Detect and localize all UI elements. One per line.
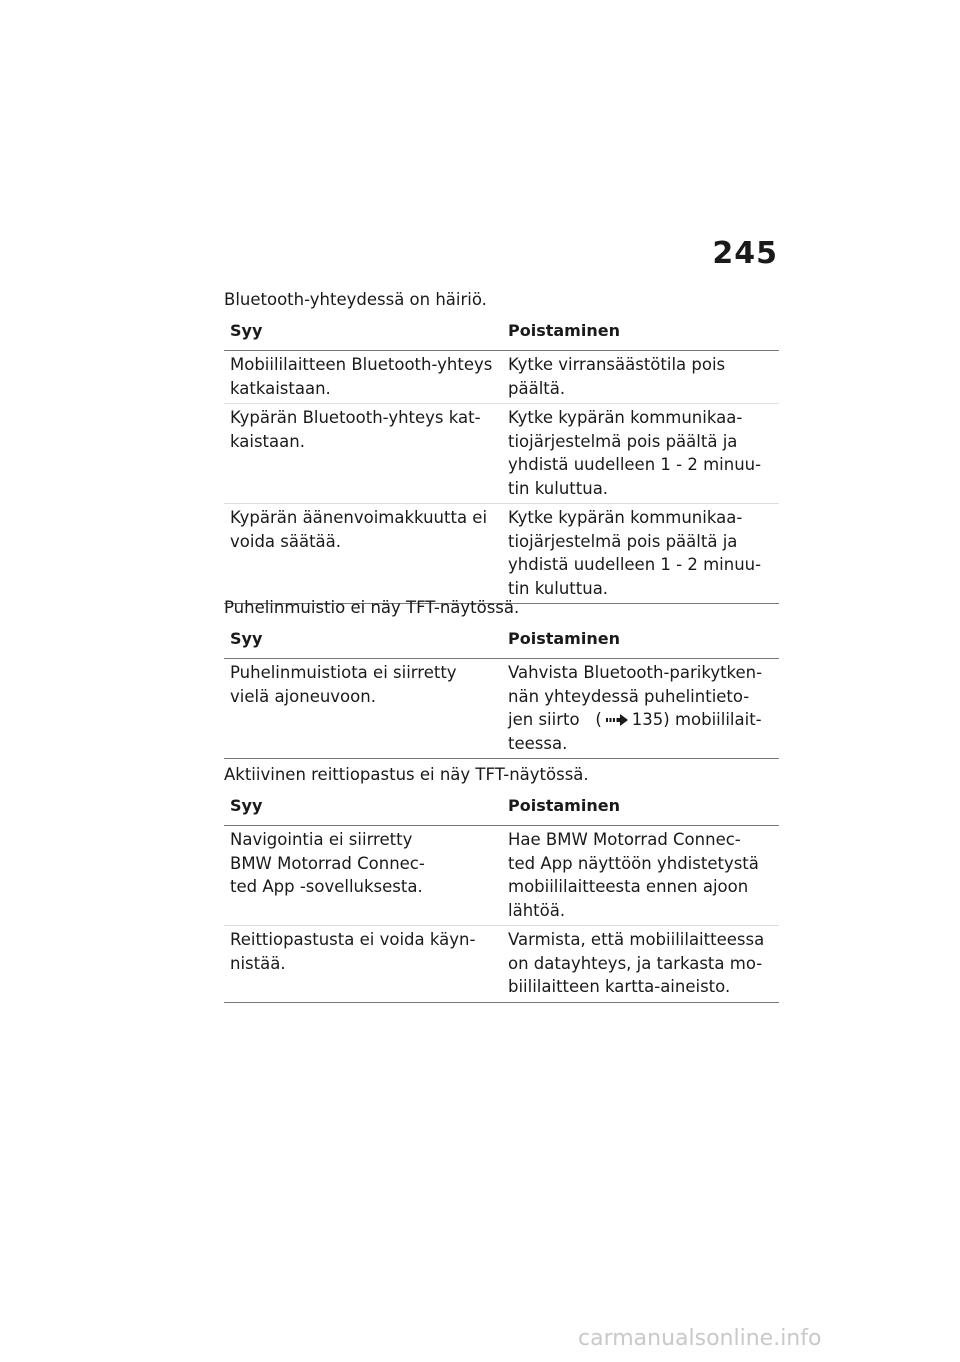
table-row bbox=[224, 926, 779, 1003]
text-line: Varmista, että mobiililaitteessa bbox=[508, 930, 765, 949]
text-line: Vahvista Bluetooth-parikytken- bbox=[508, 663, 763, 682]
fault-table bbox=[224, 791, 779, 1003]
remedy-cell bbox=[502, 504, 779, 604]
text-line: Puhelinmuistiota ei siirretty bbox=[230, 663, 457, 682]
remedy-cell bbox=[502, 926, 779, 1003]
text-line: Reittiopastusta ei voida käyn- bbox=[230, 930, 476, 949]
text-line: nän yhteydessä puhelintieto- bbox=[508, 686, 750, 706]
cause-cell bbox=[224, 659, 502, 759]
cause-cell bbox=[224, 404, 502, 504]
text-line: päältä. bbox=[508, 378, 566, 398]
column-header-remedy: Poistaminen bbox=[502, 624, 779, 659]
text-fragment: mobiililait- bbox=[674, 710, 762, 729]
text-fragment: ( bbox=[595, 710, 602, 729]
text-line: on datayhteys, ja tarkasta mo- bbox=[508, 953, 763, 973]
fault-table bbox=[224, 316, 779, 604]
text-line: katkaistaan. bbox=[230, 378, 331, 398]
fault-table bbox=[224, 624, 779, 759]
text-line: voida säätää. bbox=[230, 531, 342, 551]
cause-cell bbox=[224, 351, 502, 404]
table-header-row bbox=[224, 624, 779, 659]
remedy-cell bbox=[502, 351, 779, 404]
section-title: Bluetooth-yhteydessä on häiriö. bbox=[224, 290, 487, 309]
table-row bbox=[224, 504, 779, 604]
column-header-remedy: Poistaminen bbox=[502, 316, 779, 351]
text-line: Kytke kypärän kommunikaa- bbox=[508, 408, 743, 427]
remedy-cell bbox=[502, 659, 779, 759]
text-line: nistää. bbox=[230, 953, 286, 973]
text-line: teessa. bbox=[508, 733, 568, 753]
section-title: Aktiivinen reittiopastus ei näy TFT-näytössä. bbox=[224, 765, 589, 784]
cause-cell bbox=[224, 504, 502, 604]
text-line: Mobiililaitteen Bluetooth-yhteys bbox=[230, 355, 493, 374]
column-header-cause: Syy bbox=[224, 791, 502, 826]
text-line: Kypärän äänenvoimakkuutta ei bbox=[230, 508, 488, 527]
column-header-remedy: Poistaminen bbox=[502, 791, 779, 826]
text-line: Kytke kypärän kommunikaa- bbox=[508, 508, 743, 527]
table-row bbox=[224, 351, 779, 404]
text-line: tiojärjestelmä pois päältä ja bbox=[508, 531, 738, 551]
table-row bbox=[224, 826, 779, 926]
table-row bbox=[224, 659, 779, 759]
text-line: ted App näyttöön yhdistetystä bbox=[508, 853, 759, 873]
text-line-with-reference bbox=[508, 708, 773, 732]
text-line: Kypärän Bluetooth-yhteys kat- bbox=[230, 408, 481, 427]
cause-cell bbox=[224, 926, 502, 1003]
text-fragment: jen siirto bbox=[508, 710, 580, 729]
text-line: Navigointia ei siirretty bbox=[230, 830, 413, 849]
text-line: lähtöä. bbox=[508, 900, 566, 920]
table-header-row bbox=[224, 316, 779, 351]
text-line: tin kuluttua. bbox=[508, 478, 609, 498]
text-line: BMW Motorrad Connec- bbox=[230, 853, 425, 873]
text-line: mobiililaitteesta ennen ajoon bbox=[508, 877, 749, 896]
text-line: vielä ajoneuvoon. bbox=[230, 686, 376, 706]
cause-cell bbox=[224, 826, 502, 926]
text-line: tin kuluttua. bbox=[508, 578, 609, 598]
text-line: Hae BMW Motorrad Connec- bbox=[508, 830, 741, 849]
text-line: biililaitteen kartta-aineisto. bbox=[508, 977, 731, 996]
text-line: yhdistä uudelleen 1 - 2 minuu- bbox=[508, 555, 762, 574]
column-header-cause: Syy bbox=[224, 316, 502, 351]
text-line: yhdistä uudelleen 1 - 2 minuu- bbox=[508, 455, 762, 474]
page-reference-arrow-icon bbox=[606, 714, 630, 726]
text-line: kaistaan. bbox=[230, 431, 305, 451]
table-row bbox=[224, 404, 779, 504]
watermark: carmanualsonline.info bbox=[578, 1326, 822, 1351]
section-phonebook-fault bbox=[224, 596, 779, 759]
section-title: Puhelinmuistio ei näy TFT-näytössä. bbox=[224, 598, 520, 617]
page-number: 245 bbox=[712, 236, 778, 271]
text-line: ted App -sovelluksesta. bbox=[230, 877, 423, 896]
remedy-cell bbox=[502, 404, 779, 504]
section-bluetooth-fault bbox=[224, 288, 779, 604]
text-line: tiojärjestelmä pois päältä ja bbox=[508, 431, 738, 451]
text-line: Kytke virransäästötila pois bbox=[508, 355, 726, 374]
remedy-cell bbox=[502, 826, 779, 926]
column-header-cause: Syy bbox=[224, 624, 502, 659]
section-route-guidance-fault bbox=[224, 763, 779, 1003]
table-header-row bbox=[224, 791, 779, 826]
page-reference: 135) bbox=[631, 710, 670, 729]
